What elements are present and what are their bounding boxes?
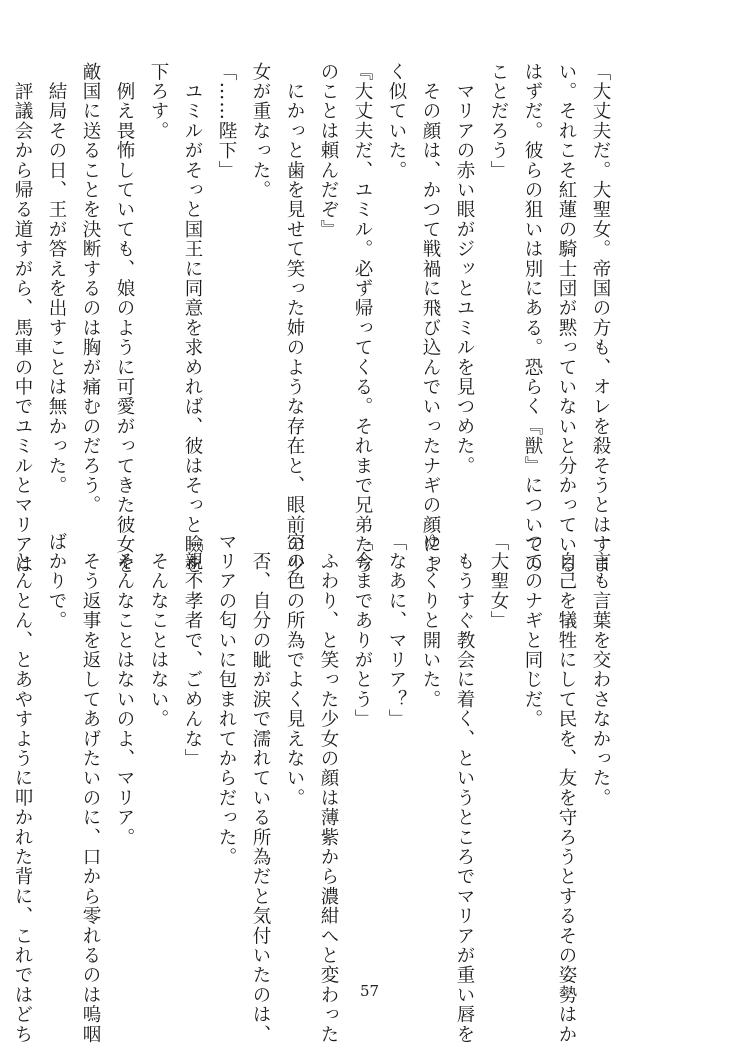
text-line: 「今までありがとう」 xyxy=(352,532,373,729)
text-line: 結局その日、王が答えを出すことは無かった。 xyxy=(46,62,67,496)
text-line: とんとん、とあやすように叩かれた背に、これではどち xyxy=(12,532,33,1044)
text-line: 「大聖女」 xyxy=(488,532,509,631)
text-line: ユミルがそっと国王に同意を求めれば、彼はそっと瞼を xyxy=(182,62,203,575)
text-line: い。それこそ紅蓮の騎士団が黙っていないと分かっている xyxy=(556,62,577,575)
text-line: 下ろす。 xyxy=(148,62,169,141)
text-line: 敵国に送ることを決断するのは胸が痛むのだろう。 xyxy=(80,62,101,516)
text-line: ことだろう」 xyxy=(488,62,509,181)
text-line: 『大丈夫だ、ユミル。必ず帰ってくる。それまで兄弟たち xyxy=(352,62,373,575)
text-line: 「親不孝者で、ごめんな」 xyxy=(182,532,203,769)
text-line: 女が重なった。 xyxy=(250,62,271,200)
text-line: ばかりで。 xyxy=(46,532,67,631)
text-line: そんなことはない。 xyxy=(148,532,169,729)
text-line: そう返事を返してあげたいのに、口から零れるのは嗚咽 xyxy=(80,532,101,1044)
text-line: く似ていた。 xyxy=(386,62,407,181)
text-block-top xyxy=(5,62,617,575)
text-line: はずだ。彼らの狙いは別にある。恐らく『獣』についての xyxy=(522,62,543,575)
page-number: 57 xyxy=(359,982,380,1000)
text-line: 例え畏怖していても、娘のように可愛がってきた彼女を xyxy=(114,62,135,575)
text-line: つてのナギと同じだ。 xyxy=(522,532,543,729)
text-line: 否、自分の眦が涙で濡れている所為だと気付いたのは、 xyxy=(250,532,271,1044)
text-line: そんなことはないのよ、マリア。 xyxy=(114,532,135,848)
text-line: 「なあに、マリア？」 xyxy=(386,532,407,729)
text-line: 空の色の所為でよく見えない。 xyxy=(284,532,305,808)
text-line: 「……陛下」 xyxy=(216,62,237,181)
text-line: ゆっくりと開いた。 xyxy=(420,532,441,710)
text-line: その顔は、かつて戦禍に飛び込んでいったナギの顔によ xyxy=(420,62,441,575)
text-line: のことは頼んだぞ』 xyxy=(318,62,339,240)
text-line: 評議会から帰る道すがら、馬車の中でユミルとマリアは xyxy=(12,62,33,575)
text-line: マリアの匂いに包まれてからだった。 xyxy=(216,532,237,867)
text-line: ふわり、と笑った少女の顔は薄紫から濃紺へと変わった xyxy=(318,532,339,1044)
text-line: 自己を犠牲にして民を、友を守ろうとするその姿勢はか xyxy=(556,532,577,1044)
text-line: 「大丈夫だ。大聖女。帝国の方も、オレを殺そうとはすま xyxy=(590,62,611,575)
text-line: マリアの赤い眼がジッとユミルを見つめた。 xyxy=(454,62,475,476)
text-line: にかっと歯を見せて笑った姉のような存在と、眼前の少 xyxy=(284,62,305,575)
text-line: 一言も言葉を交わさなかった。 xyxy=(590,532,611,808)
text-line: もうすぐ教会に着く、というところでマリアが重い唇を xyxy=(454,532,475,1044)
